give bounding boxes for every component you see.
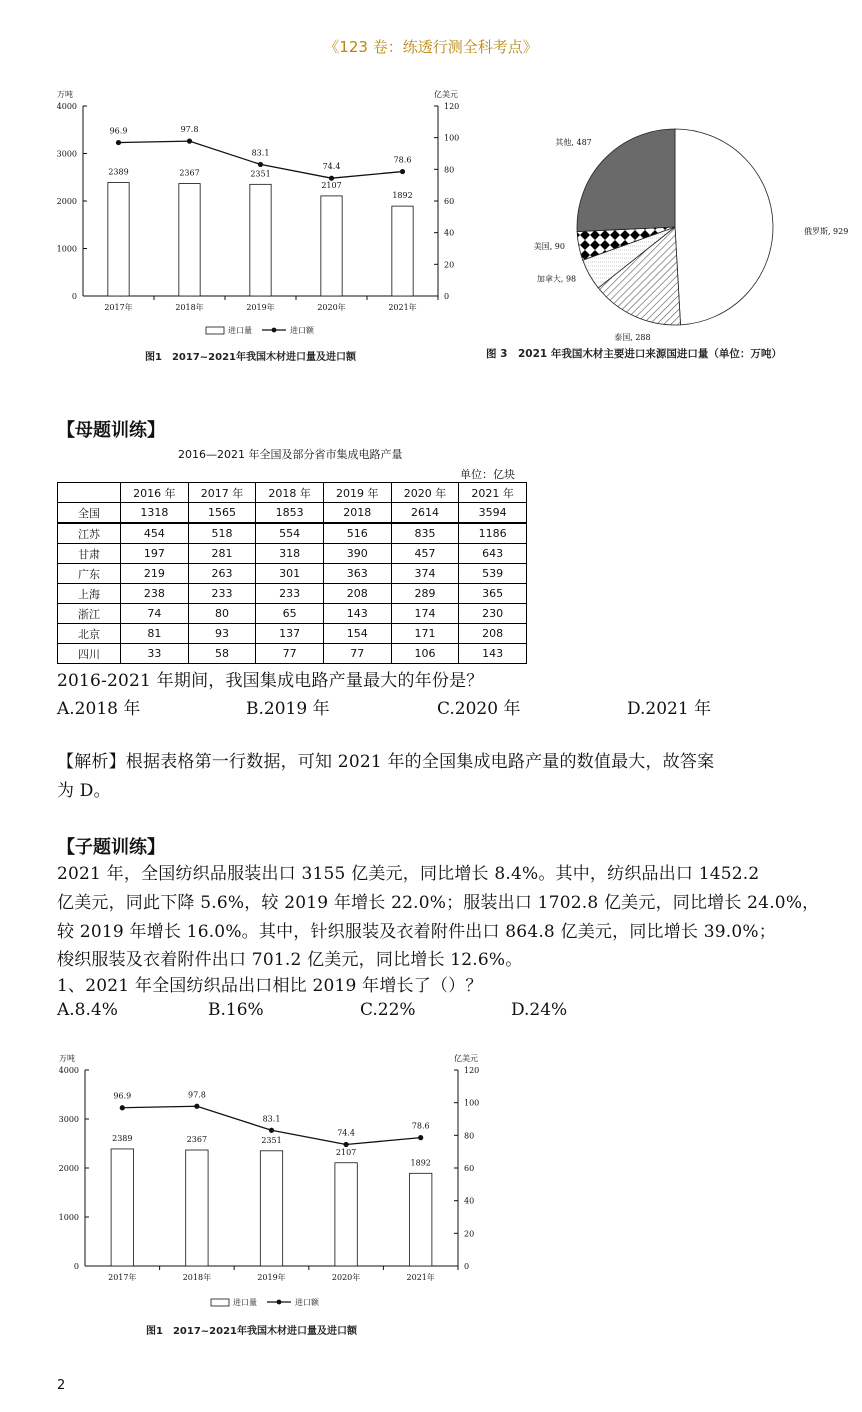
table-cell: 208: [459, 624, 527, 644]
table-row-label: 甘肃: [58, 544, 121, 564]
page-number: 2: [57, 1378, 66, 1393]
table-header-cell: 2017 年: [188, 483, 256, 503]
table-cell: 1186: [459, 523, 527, 544]
table-row: [58, 584, 527, 604]
x-axis-tick-label: 2017年: [108, 1273, 137, 1282]
table-row-label: 广东: [58, 564, 121, 584]
table-header-cell: 2018 年: [256, 483, 324, 503]
left-axis-tick-label: 1000: [56, 244, 77, 254]
x-axis-tick-label: 2020年: [331, 1273, 361, 1282]
left-axis-unit: 万吨: [57, 90, 73, 99]
pie-slice-label: 加拿大, 98: [536, 274, 577, 284]
table-cell: 80: [188, 604, 256, 624]
legend-bar-swatch: [211, 1299, 229, 1306]
table-cell: 3594: [459, 503, 527, 524]
table-row: [58, 544, 527, 564]
table-cell: 2614: [391, 503, 459, 524]
right-axis-tick-label: 60: [464, 1164, 475, 1173]
table-cell: 174: [391, 604, 459, 624]
table-unit: 单位：亿块: [460, 468, 515, 481]
left-axis-tick-label: 2000: [56, 197, 77, 206]
right-axis-tick-label: 20: [444, 260, 455, 270]
left-axis-tick-label: 4000: [58, 1066, 79, 1075]
line-value-label: 78.6: [393, 155, 412, 165]
x-axis-tick-label: 2017年: [104, 303, 133, 312]
table-cell: 137: [256, 624, 324, 644]
left-axis-tick-label: 3000: [58, 1115, 79, 1124]
pie-slice: [675, 129, 773, 325]
child-option-c: C.22%: [360, 1000, 416, 1020]
page-header-title: 《123 卷：练透行测全科考点》: [324, 38, 538, 56]
right-axis-unit: 亿美元: [454, 1054, 478, 1063]
legend-line-label: 进口额: [290, 326, 314, 335]
left-axis-tick-label: 4000: [56, 102, 77, 111]
x-axis-tick-label: 2021年: [406, 1273, 435, 1282]
table-row-label: 浙江: [58, 604, 121, 624]
table-cell: 33: [121, 644, 189, 664]
line-point: [344, 1142, 349, 1147]
legend-line-marker: [277, 1300, 282, 1305]
table-header-cell: [58, 483, 121, 503]
table-row: [58, 523, 527, 544]
line-value-label: 96.9: [113, 1091, 132, 1101]
right-axis-tick-label: 120: [464, 1066, 480, 1075]
table-cell: 2018: [323, 503, 391, 524]
table-cell: 77: [323, 644, 391, 664]
bar: [392, 206, 413, 296]
table-cell: 289: [391, 584, 459, 604]
table-cell: 197: [121, 544, 189, 564]
line-point: [329, 176, 334, 181]
bar: [179, 184, 200, 296]
table-row: [58, 503, 527, 524]
table-row: [58, 644, 527, 664]
bar-value-label: 2107: [321, 180, 342, 190]
figure1-repeat-caption: 图1 2017~2021年我国木材进口量及进口额: [146, 1326, 358, 1337]
table-row-label: 四川: [58, 644, 121, 664]
bar-value-label: 2351: [250, 169, 271, 179]
child-text-line: 亿美元，同此下降 5.6%，较 2019 年增长 22.0%；服装出口 1702.8 亿美元，同比增长 24.0%，: [57, 893, 820, 913]
line-point: [120, 1105, 125, 1110]
legend-bar-label: 进口量: [228, 326, 252, 335]
mother-section-heading: 【母题训练】: [57, 420, 165, 441]
line-value-label: 74.4: [337, 1128, 356, 1138]
bar: [250, 184, 271, 296]
left-axis-tick-label: 0: [73, 1262, 79, 1271]
child-option-a: A.8.4%: [57, 1000, 118, 1020]
table-title: 2016—2021 年全国及部分省市集成电路产量: [178, 448, 403, 461]
right-axis-tick-label: 40: [444, 228, 455, 238]
bar-value-label: 1892: [410, 1158, 431, 1168]
table-cell: 230: [459, 604, 527, 624]
table-row: [58, 564, 527, 584]
x-axis-tick-label: 2021年: [388, 303, 417, 312]
mother-option-a: A.2018 年: [57, 699, 141, 719]
right-axis-tick-label: 60: [444, 197, 455, 206]
left-axis-tick-label: 3000: [56, 149, 77, 159]
ic-production-table: [57, 482, 527, 664]
bar-value-label: 2351: [261, 1135, 282, 1145]
bar: [108, 183, 129, 296]
line-point: [269, 1128, 274, 1133]
line-value-label: 97.8: [180, 125, 199, 135]
x-axis-tick-label: 2020年: [317, 303, 346, 312]
table-row: [58, 604, 527, 624]
left-axis-unit: 万吨: [59, 1054, 75, 1063]
legend-bar-label: 进口量: [233, 1298, 257, 1307]
mother-option-c: C.2020 年: [437, 699, 521, 719]
table-cell: 154: [323, 624, 391, 644]
line-value-label: 78.6: [411, 1121, 430, 1131]
table-cell: 81: [121, 624, 189, 644]
table-cell: 143: [323, 604, 391, 624]
mother-option-b: B.2019 年: [246, 699, 330, 719]
import-combo-chart-repeat: [48, 1050, 498, 1318]
figure3-caption: 图 3 2021 年我国木材主要进口来源国进口量（单位：万吨）: [486, 348, 782, 360]
table-cell: 643: [459, 544, 527, 564]
left-axis-tick-label: 1000: [58, 1213, 79, 1222]
analysis-line-1: 【解析】根据表格第一行数据，可知 2021 年的全国集成电路产量的数值最大，故答案: [57, 752, 715, 772]
line-point: [116, 140, 121, 145]
table-cell: 554: [256, 523, 324, 544]
table-row-label: 北京: [58, 624, 121, 644]
table-cell: 58: [188, 644, 256, 664]
line-value-label: 74.4: [322, 162, 341, 172]
legend-line-label: 进口额: [295, 1298, 319, 1307]
figure1-caption: 图1 2017~2021年我国木材进口量及进口额: [145, 352, 357, 363]
line-point: [418, 1135, 423, 1140]
x-axis-tick-label: 2018年: [182, 1273, 212, 1282]
line-value-label: 83.1: [251, 148, 270, 158]
table-cell: 93: [188, 624, 256, 644]
analysis-line-2: 为 D。: [57, 781, 111, 801]
bar: [321, 196, 342, 296]
line-point: [400, 169, 405, 174]
table-cell: 263: [188, 564, 256, 584]
table-cell: 106: [391, 644, 459, 664]
bar: [186, 1150, 208, 1266]
table-cell: 835: [391, 523, 459, 544]
child-option-b: B.16%: [208, 1000, 264, 1020]
table-row-label: 江苏: [58, 523, 121, 544]
table-header-cell: 2021 年: [459, 483, 527, 503]
table-row: [58, 624, 527, 644]
table-cell: 208: [323, 584, 391, 604]
table-row-label: 上海: [58, 584, 121, 604]
child-text-line: 2021 年，全国纺织品服装出口 3155 亿美元，同比增长 8.4%。其中，纺织品出口 1452.2: [57, 864, 760, 884]
table-cell: 65: [256, 604, 324, 624]
bar-value-label: 2367: [186, 1135, 208, 1145]
table-cell: 363: [323, 564, 391, 584]
child-question: 1、2021 年全国纺织品出口相比 2019 年增长了（）？: [57, 976, 483, 996]
pie-slice-label: 其他, 487: [555, 138, 592, 148]
x-axis-tick-label: 2019年: [246, 303, 275, 312]
bar-value-label: 2389: [112, 1133, 133, 1143]
line-point: [194, 1104, 199, 1109]
right-axis-tick-label: 80: [444, 165, 455, 175]
table-cell: 1565: [188, 503, 256, 524]
right-axis-tick-label: 40: [464, 1196, 475, 1206]
left-axis-tick-label: 2000: [58, 1164, 79, 1173]
right-axis-tick-label: 80: [464, 1131, 475, 1141]
x-axis-tick-label: 2018年: [175, 303, 204, 312]
legend-line-marker: [272, 328, 277, 333]
mother-question: 2016-2021 年期间，我国集成电路产量最大的年份是？: [57, 671, 484, 691]
table-cell: 454: [121, 523, 189, 544]
table-cell: 539: [459, 564, 527, 584]
table-cell: 233: [188, 584, 256, 604]
right-axis-tick-label: 0: [444, 292, 450, 301]
right-axis-tick-label: 120: [444, 102, 460, 111]
table-header-cell: 2019 年: [323, 483, 391, 503]
table-cell: 318: [256, 544, 324, 564]
line-point: [258, 162, 263, 167]
table-cell: 457: [391, 544, 459, 564]
mother-option-d: D.2021 年: [627, 699, 712, 719]
table-cell: 171: [391, 624, 459, 644]
table-cell: 281: [188, 544, 256, 564]
right-axis-tick-label: 100: [464, 1098, 480, 1108]
right-axis-tick-label: 20: [464, 1229, 475, 1239]
table-cell: 77: [256, 644, 324, 664]
pie-slice-label: 俄罗斯, 929: [803, 227, 849, 237]
table-cell: 365: [459, 584, 527, 604]
x-axis-tick-label: 2019年: [257, 1273, 286, 1282]
child-section-heading: 【子题训练】: [57, 837, 165, 858]
table-cell: 74: [121, 604, 189, 624]
table-cell: 374: [391, 564, 459, 584]
right-axis-tick-label: 100: [444, 133, 460, 143]
pie-slice-label: 泰国, 288: [614, 332, 651, 342]
bar-value-label: 2389: [108, 167, 129, 177]
bar: [111, 1149, 133, 1266]
line-value-label: 83.1: [262, 1114, 281, 1124]
table-cell: 518: [188, 523, 256, 544]
table-header-row: [58, 483, 527, 503]
bar: [260, 1151, 282, 1266]
table-cell: 301: [256, 564, 324, 584]
legend-bar-swatch: [206, 327, 224, 334]
right-axis-unit: 亿美元: [434, 90, 458, 99]
table-cell: 1853: [256, 503, 324, 524]
left-axis-tick-label: 0: [71, 292, 77, 301]
bar-value-label: 2367: [179, 168, 200, 178]
bar: [410, 1173, 432, 1266]
bar: [335, 1163, 357, 1266]
bar-value-label: 1892: [392, 191, 413, 201]
table-row-label: 全国: [58, 503, 121, 524]
table-cell: 143: [459, 644, 527, 664]
import-combo-chart: [48, 86, 478, 348]
line-point: [187, 139, 192, 144]
child-option-d: D.24%: [511, 1000, 568, 1020]
child-text-line: 较 2019 年增长 16.0%。其中，针织服装及衣着附件出口 864.8 亿美元，同比增长 39.0%；: [57, 922, 776, 942]
table-header-cell: 2016 年: [121, 483, 189, 503]
right-axis-tick-label: 0: [464, 1262, 470, 1271]
table-cell: 238: [121, 584, 189, 604]
table-cell: 1318: [121, 503, 189, 524]
table-cell: 516: [323, 523, 391, 544]
import-source-pie-chart: [500, 120, 849, 342]
line-value-label: 96.9: [109, 126, 128, 136]
pie-slice-label: 美国, 90: [533, 242, 565, 252]
table-cell: 233: [256, 584, 324, 604]
line-value-label: 97.8: [187, 1090, 206, 1100]
child-text-line: 梭织服装及衣着附件出口 701.2 亿美元，同比增长 12.6%。: [57, 950, 523, 970]
table-header-cell: 2020 年: [391, 483, 459, 503]
bar-value-label: 2107: [335, 1147, 357, 1157]
table-cell: 390: [323, 544, 391, 564]
table-cell: 219: [121, 564, 189, 584]
